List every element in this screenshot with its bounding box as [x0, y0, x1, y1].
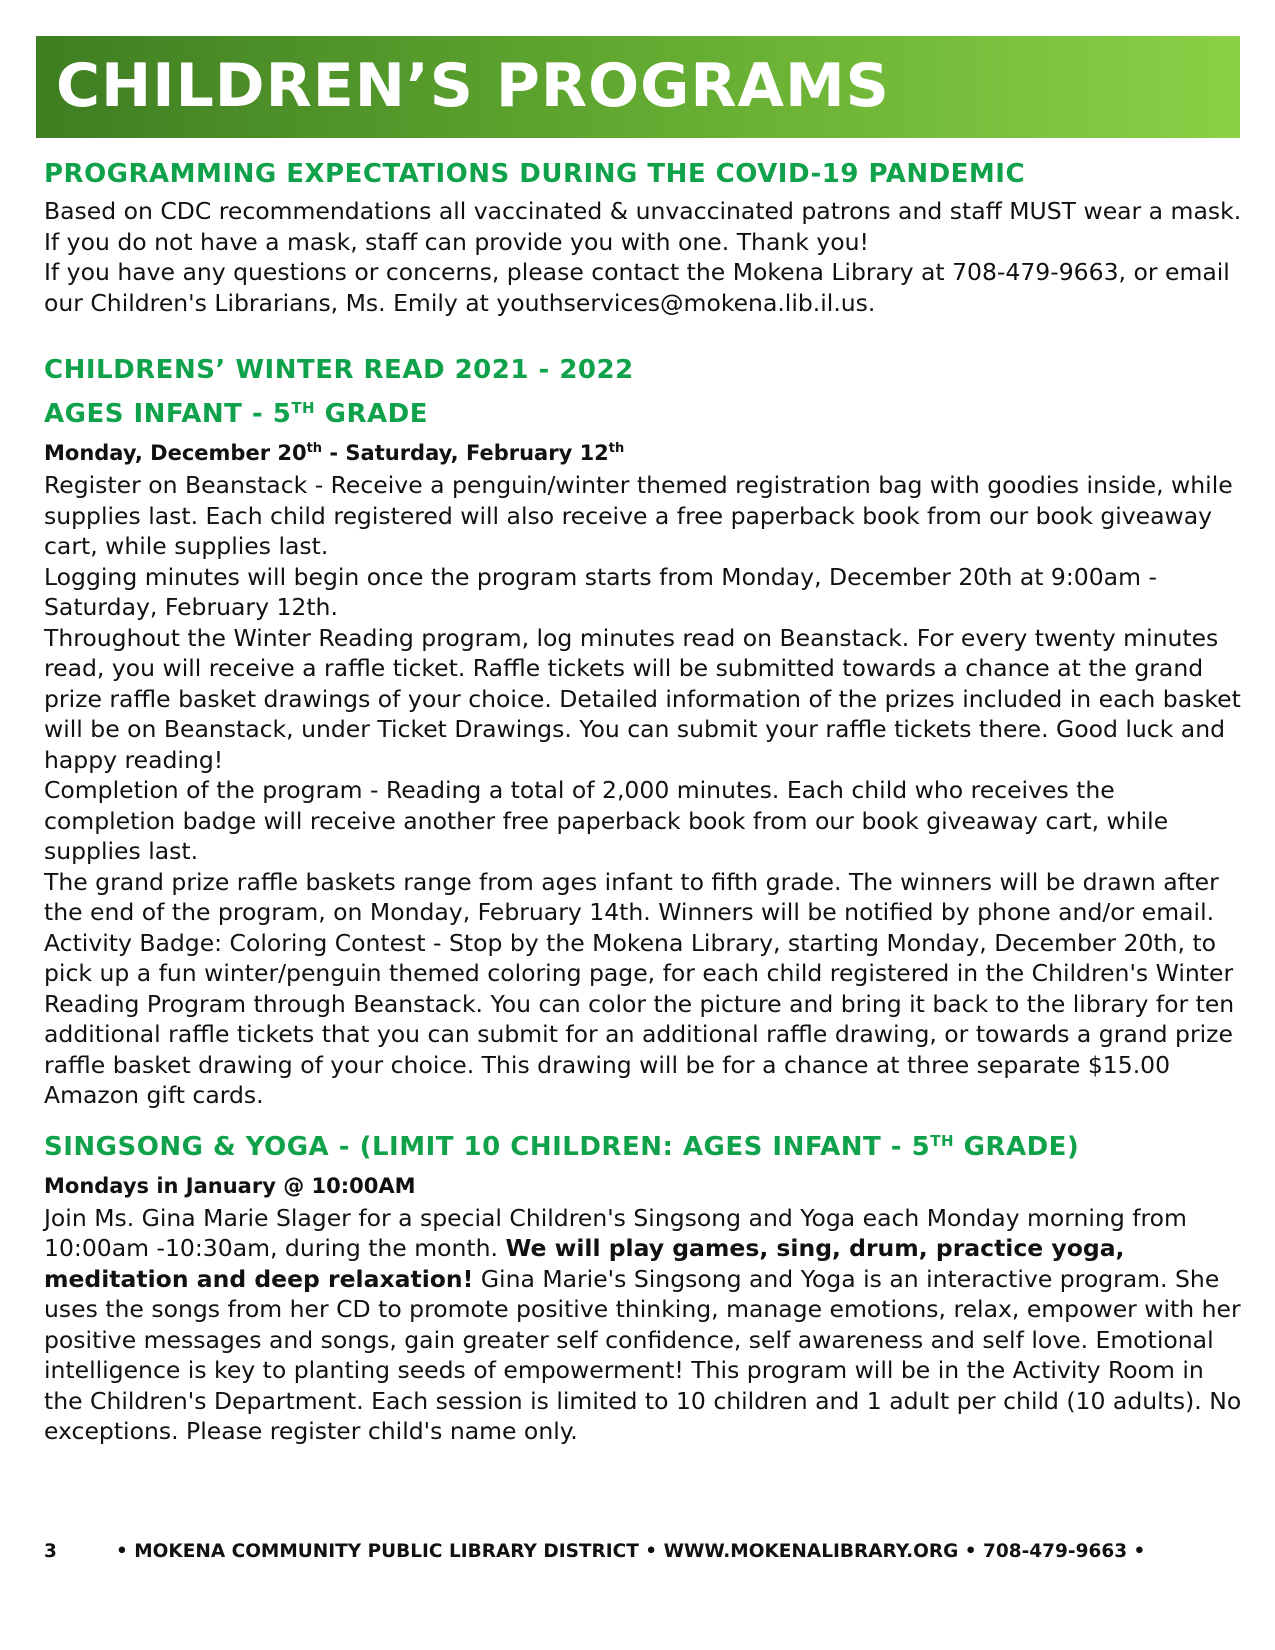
- ages-text: AGES INFANT - 5: [44, 399, 292, 429]
- covid-contact-paragraph: If you have any questions or concerns, please contact the Mokena Library at 708-479-9663, or email our Children's Librarians, Ms. Emily at youthservices@mokena.lib.il.us.: [44, 258, 1230, 317]
- winter-read-ages: [44, 392, 1244, 436]
- winter-read-paragraph: Throughout the Winter Reading program, log minutes read on Beanstack. For every twenty minutes read, you will receive a raffle ticket. Raffle tickets will be submitted towards a chance at the grand prize raffle basket drawings of your choice. Detailed information of the prizes included in each basket will be on Beanstack, under Ticket Drawings. You can submit your raffle tickets there. Good luck and happy reading!: [44, 623, 1241, 774]
- covid-heading: PROGRAMMING EXPECTATIONS DURING THE COVID-19 PANDEMIC: [44, 159, 1026, 189]
- page-banner: [36, 36, 1240, 138]
- singsong-paragraph: [44, 1203, 1244, 1447]
- covid-section: [44, 152, 1244, 318]
- singsong-details: Gina Marie's Singsong and Yoga is an interactive program. She uses the songs from her CD to promote positive thinking, manage emotions, relax, empower with her positive messages and songs, gain greater self confidence, self awareness and self love. Emotional intelligence is key to planting seeds of empowerment! This program will be in the Activity Room in the Children's Department. Each session is limited to 10 children and 1 adult per child (10 adults). No exceptions. Please register child's name only.: [44, 1264, 1242, 1445]
- singsong-highlight: We will play games, sing, drum, practice yoga, meditation and deep relaxation!: [44, 1234, 1125, 1293]
- winter-read-paragraph: Register on Beanstack - Receive a penguin/winter themed registration bag with goodies inside, while supplies last. Each child registered will also receive a free paperback book from our book giveaway cart, while supplies last.: [44, 471, 1233, 560]
- singsong-heading: [44, 1125, 1244, 1169]
- winter-read-paragraph: Completion of the program - Reading a total of 2,000 minutes. Each child who receives the completion badge will receive another free paperback book from our book giveaway cart, while supplies last.: [44, 776, 1169, 865]
- footer-text: • MOKENA COMMUNITY PUBLIC LIBRARY DISTRICT • WWW.MOKENALIBRARY.ORG • 708-479-9663 •: [116, 1541, 1146, 1562]
- winter-read-dates: [44, 436, 1244, 470]
- winter-read-paragraph: Logging minutes will begin once the program starts from Monday, December 20th at 9:00am - Saturday, February 12th.: [44, 562, 1157, 621]
- ages-suffix: GRADE: [315, 399, 429, 429]
- singsong-heading-suffix: GRADE): [954, 1131, 1080, 1162]
- dates-start: Monday, December 20: [44, 441, 307, 465]
- singsong-heading-superscript: TH: [930, 1131, 955, 1150]
- page-footer: [44, 1537, 1234, 1567]
- dates-start-superscript: th: [306, 441, 323, 456]
- covid-paragraph: Based on CDC recommendations all vaccinated & unvaccinated patrons and staff MUST wear a mask. If you do not have a mask, staff can provide you with one. Thank you!: [44, 197, 1242, 256]
- page-title: CHILDREN’S PROGRAMS: [56, 51, 890, 121]
- winter-read-heading: CHILDRENS’ WINTER READ 2021 - 2022: [44, 355, 634, 385]
- winter-read-paragraph: Activity Badge: Coloring Contest - Stop by the Mokena Library, starting Monday, December 20th, to pick up a fun winter/penguin themed coloring page, for each child registered in the Children's Winter Reading Program through Beanstack. You can color the picture and bring it back to the library for ten additional raffle tickets that you can submit for an additional raffle drawing, or towards a grand prize raffle basket drawing of your choice. This drawing will be for a chance at three separate $15.00 Amazon gift cards.: [44, 928, 1235, 1109]
- ages-superscript: TH: [291, 399, 316, 417]
- main-content: [44, 152, 1244, 1447]
- singsong-section: [44, 1125, 1244, 1447]
- page-number: 3: [44, 1541, 57, 1562]
- dates-end-superscript: th: [608, 441, 625, 456]
- winter-read-section: [44, 348, 1244, 1111]
- winter-read-paragraph: The grand prize raffle baskets range from ages infant to fifth grade. The winners will be drawn after the end of the program, on Monday, February 14th. Winners will be notified by phone and/or email.: [44, 867, 1219, 926]
- singsong-intro: Join Ms. Gina Marie Slager for a special Children's Singsong and Yoga each Monday morning from 10:00am -10:30am, during the month.: [44, 1203, 1187, 1262]
- dates-end: - Saturday, February 12: [322, 441, 609, 465]
- singsong-heading-text: SINGSONG & YOGA - (LIMIT 10 CHILDREN: AGES INFANT - 5: [44, 1131, 931, 1162]
- singsong-schedule: Mondays in January @ 10:00AM: [44, 1173, 416, 1198]
